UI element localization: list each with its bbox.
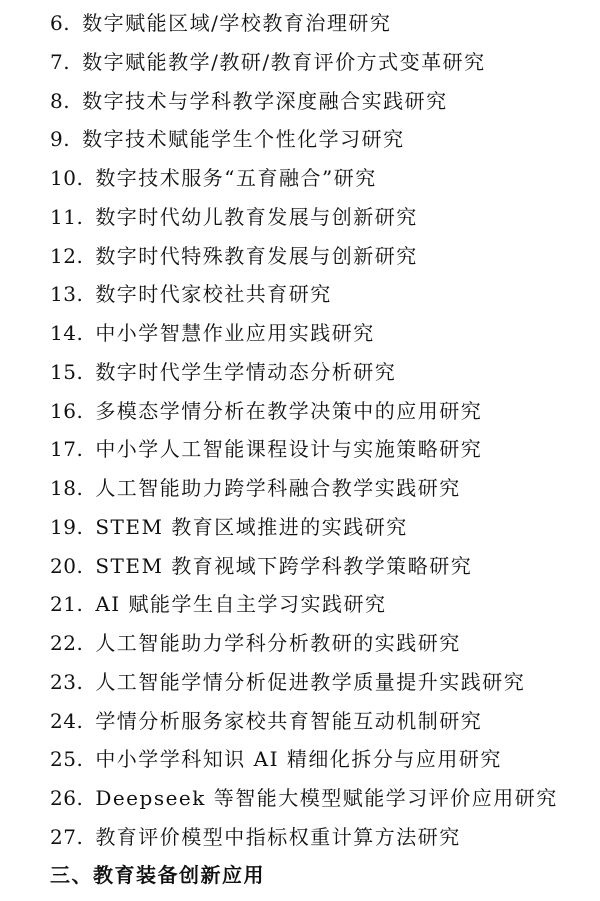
item-number: 10. bbox=[50, 166, 84, 190]
item-number: 25. bbox=[50, 747, 84, 772]
list-item bbox=[50, 585, 595, 624]
list-item bbox=[50, 314, 595, 353]
item-text: 人工智能学情分析促进教学质量提升实践研究 bbox=[95, 669, 526, 694]
item-number: 21. bbox=[50, 592, 84, 617]
list-item bbox=[50, 547, 595, 586]
item-number: 23. bbox=[50, 669, 84, 694]
item-number: 20. bbox=[50, 553, 84, 578]
item-number: 19. bbox=[50, 514, 84, 539]
list-item bbox=[50, 740, 595, 779]
item-number: 9. bbox=[50, 127, 71, 152]
item-text: Deepseek 等智能大模型赋能学习评价应用研究 bbox=[95, 786, 558, 810]
item-text: 数字技术赋能学生个性化学习研究 bbox=[82, 127, 405, 152]
list-item bbox=[50, 663, 595, 702]
item-text: 中小学人工智能课程设计与实施策略研究 bbox=[95, 437, 483, 462]
list-item bbox=[50, 82, 595, 121]
item-text: 数字时代学生学情动态分析研究 bbox=[95, 359, 397, 384]
item-number: 24. bbox=[50, 708, 84, 733]
item-text: STEM 教育视域下跨学科教学策略研究 bbox=[95, 553, 473, 578]
item-text: 多模态学情分析在教学决策中的应用研究 bbox=[95, 398, 483, 423]
item-text: 数字技术与学科教学深度融合实践研究 bbox=[82, 88, 448, 113]
item-number: 18. bbox=[50, 476, 84, 500]
item-text: 人工智能助力学科分析教研的实践研究 bbox=[95, 631, 461, 655]
item-text: 中小学学科知识 AI 精细化拆分与应用研究 bbox=[95, 747, 502, 772]
item-number: 26. bbox=[50, 786, 84, 810]
item-text: 数字时代家校社共育研究 bbox=[95, 282, 332, 307]
list-item bbox=[50, 779, 595, 818]
research-topic-list bbox=[50, 4, 595, 857]
list-item bbox=[50, 237, 595, 276]
item-text: 教育评价模型中指标权重计算方法研究 bbox=[95, 824, 461, 849]
list-item bbox=[50, 430, 595, 469]
list-item bbox=[50, 120, 595, 159]
item-number: 22. bbox=[50, 631, 84, 655]
item-text: AI 赋能学生自主学习实践研究 bbox=[95, 592, 387, 617]
section-heading: 三、教育装备创新应用 bbox=[50, 863, 265, 887]
item-number: 27. bbox=[50, 824, 84, 849]
list-item bbox=[50, 818, 595, 857]
list-item bbox=[50, 469, 595, 508]
list-item bbox=[50, 43, 595, 82]
item-number: 11. bbox=[50, 204, 84, 229]
item-number: 17. bbox=[50, 437, 84, 462]
item-number: 12. bbox=[50, 243, 84, 268]
item-text: 学情分析服务家校共育智能互动机制研究 bbox=[95, 708, 483, 733]
item-number: 7. bbox=[50, 49, 71, 74]
item-text: 数字赋能教学/教研/教育评价方式变革研究 bbox=[82, 49, 486, 74]
item-text: 数字技术服务“五育融合”研究 bbox=[95, 166, 377, 190]
item-number: 6. bbox=[50, 11, 71, 35]
item-number: 13. bbox=[50, 282, 84, 307]
item-number: 16. bbox=[50, 398, 84, 423]
item-number: 8. bbox=[50, 88, 71, 113]
item-text: STEM 教育区域推进的实践研究 bbox=[95, 514, 408, 539]
item-number: 14. bbox=[50, 321, 84, 345]
list-item bbox=[50, 624, 595, 663]
list-item bbox=[50, 4, 595, 43]
item-text: 数字时代特殊教育发展与创新研究 bbox=[95, 243, 418, 268]
list-item bbox=[50, 275, 595, 314]
list-item bbox=[50, 353, 595, 392]
item-text: 中小学智慧作业应用实践研究 bbox=[95, 321, 375, 345]
list-item bbox=[50, 159, 595, 198]
list-item bbox=[50, 198, 595, 237]
list-item bbox=[50, 392, 595, 431]
list-item bbox=[50, 702, 595, 741]
item-text: 人工智能助力跨学科融合教学实践研究 bbox=[95, 476, 461, 500]
item-text: 数字赋能区域/学校教育治理研究 bbox=[82, 11, 392, 35]
list-item bbox=[50, 508, 595, 547]
item-number: 15. bbox=[50, 359, 84, 384]
item-text: 数字时代幼儿教育发展与创新研究 bbox=[95, 204, 418, 229]
